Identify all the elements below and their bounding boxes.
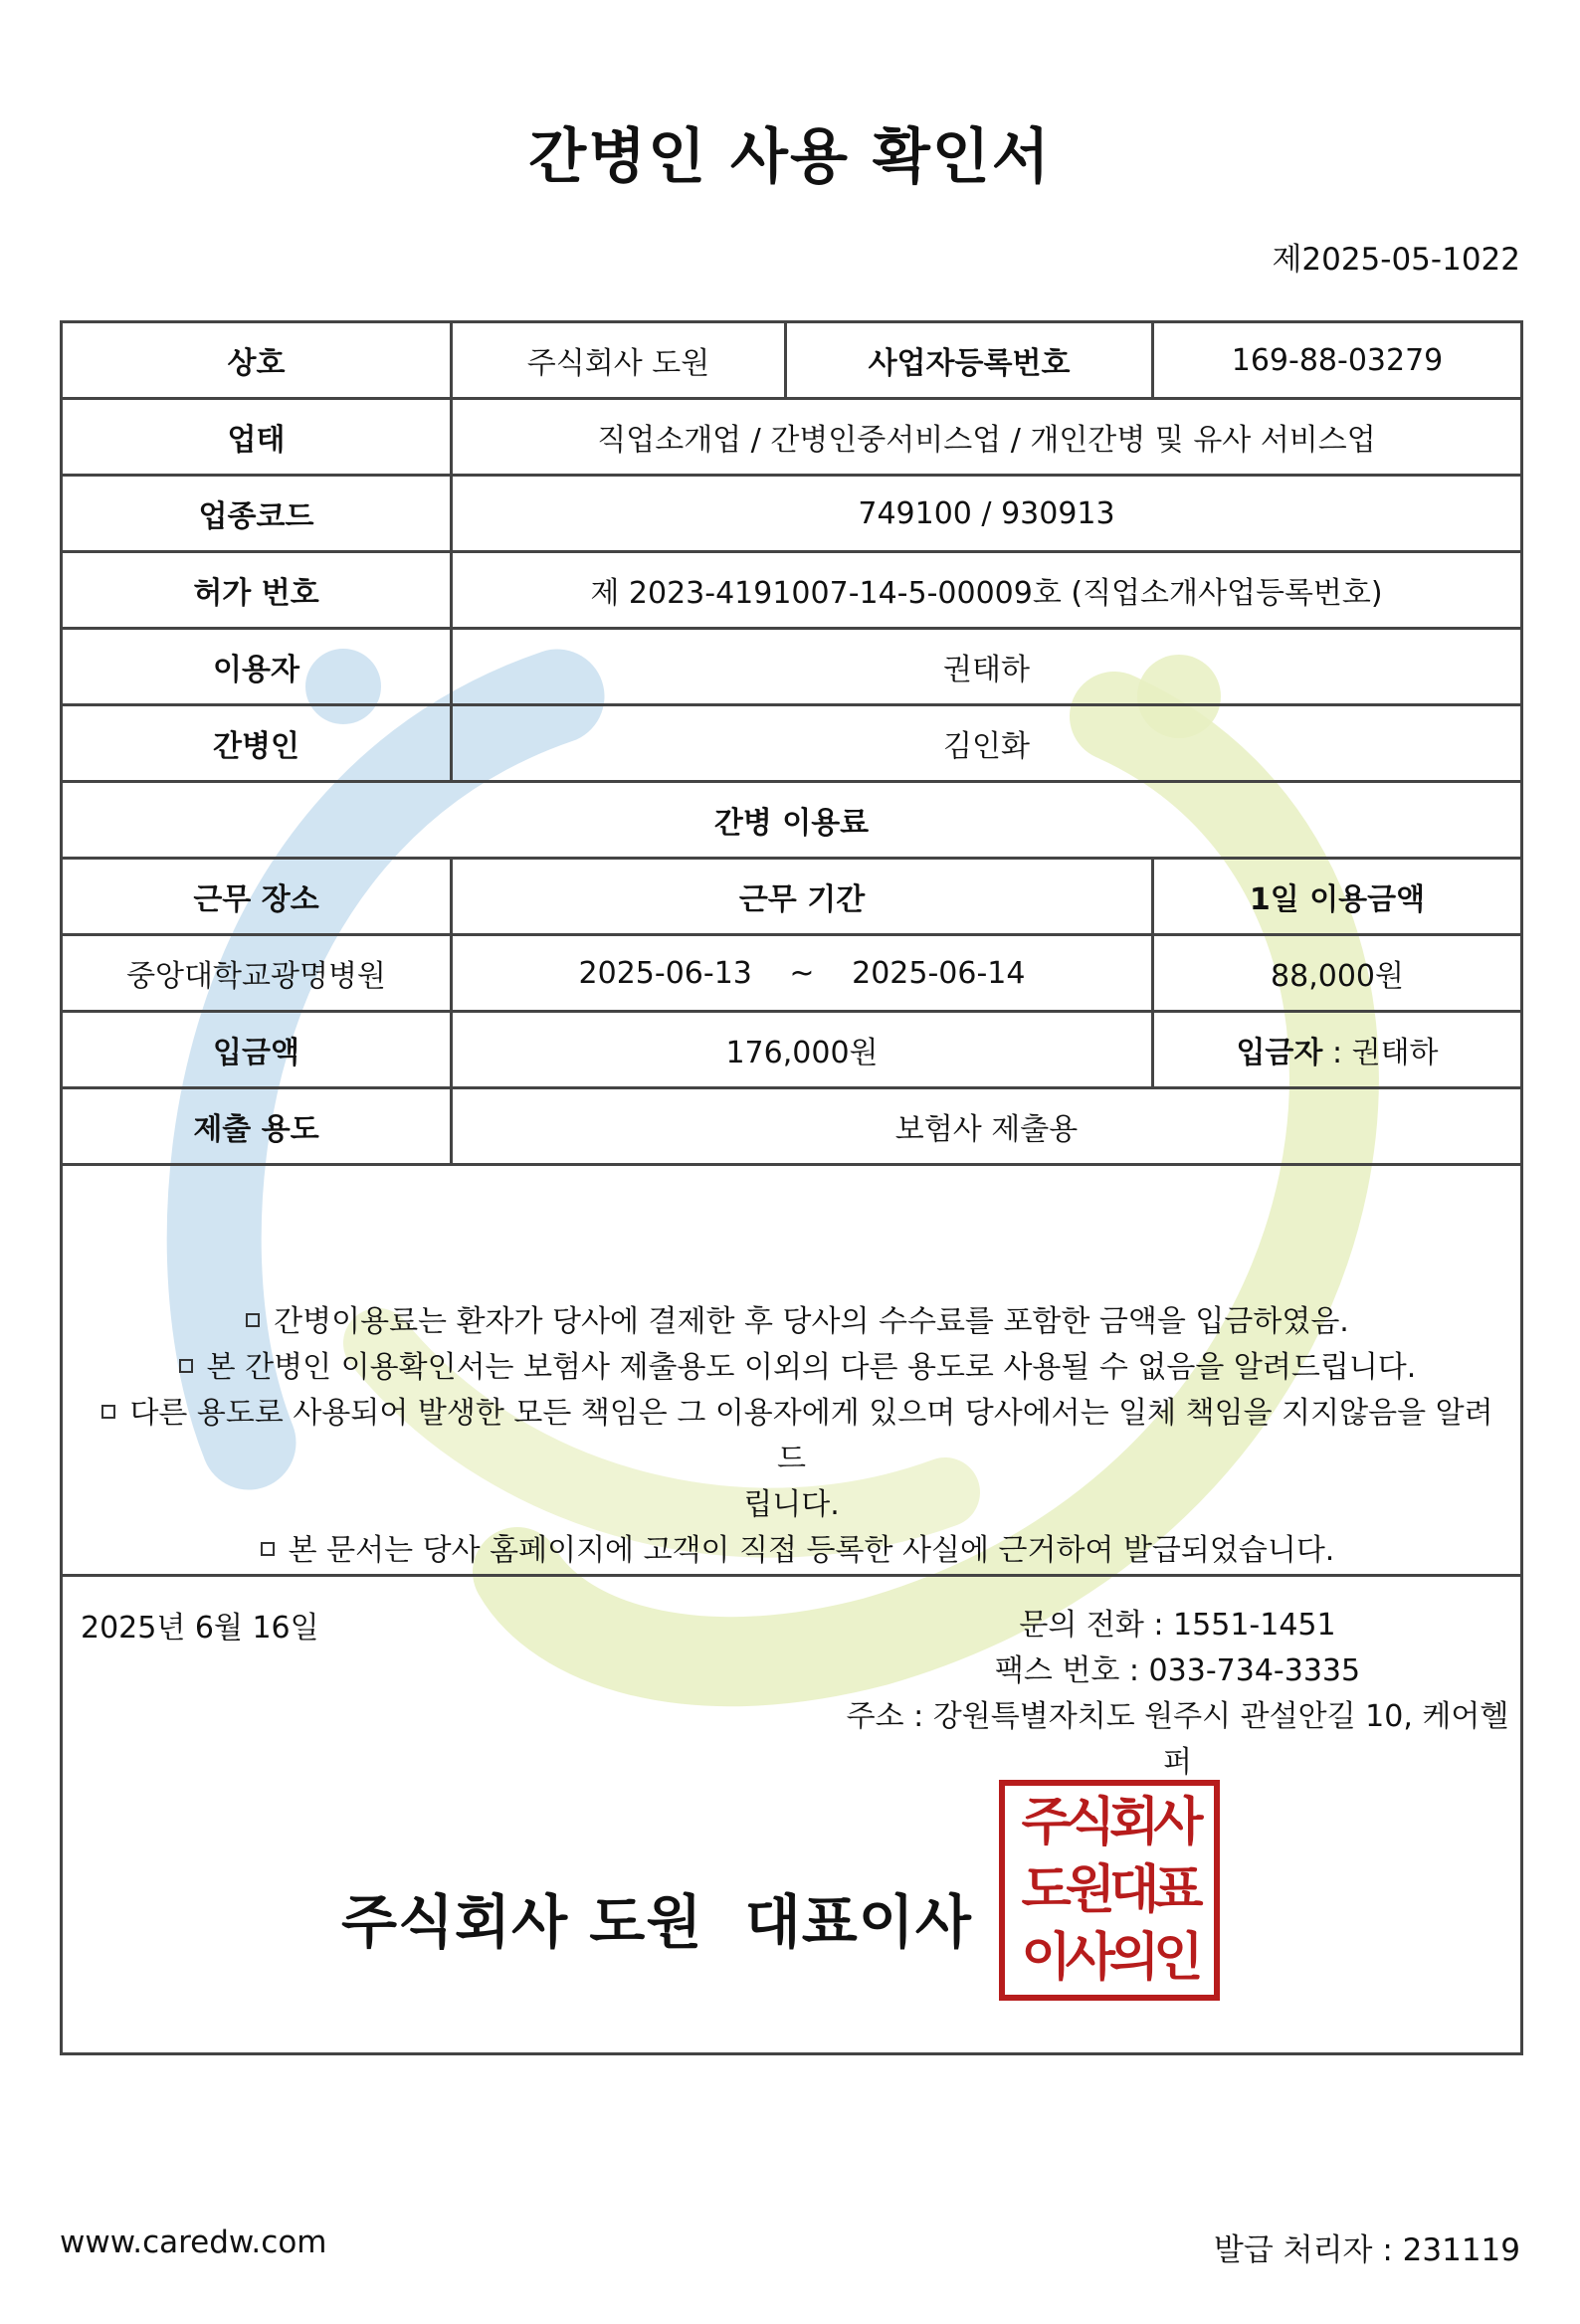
- issuer-cell: [62, 1576, 1522, 2054]
- work-place-label: 근무 장소: [62, 859, 452, 935]
- note-item-continued: 립니다.: [743, 1487, 840, 1522]
- caregiver-row: [62, 705, 1522, 782]
- payer-label: 입금자: [1236, 1036, 1323, 1070]
- document-number: 제2025-05-1022: [1272, 242, 1520, 278]
- purpose-label: 제출 용도: [62, 1088, 452, 1165]
- representative-name: 주식회사 도원 대표이사: [341, 1888, 972, 1956]
- website-link[interactable]: www.caredw.com: [60, 2225, 327, 2260]
- fee-section-title: 간병 이용료: [62, 782, 1522, 859]
- contact-address: 주소 : 강원특별자치도 원주시 관설안길 10, 케어헬퍼: [846, 1699, 1509, 1780]
- note-item: 다른 용도로 사용되어 발생한 모든 책임은 그 이용자에게 있으며 당사에서는 일체 책임을 지지않음을 알려드: [81, 1391, 1502, 1482]
- work-period-label: 근무 기간: [452, 859, 1153, 935]
- daily-amount-label: 1일 이용금액: [1153, 859, 1522, 935]
- notes-list: [63, 1166, 1520, 1574]
- confirmation-table: [60, 320, 1523, 2055]
- notes-cell: [62, 1165, 1522, 1576]
- seal-row: 도원대표: [1021, 1860, 1198, 1920]
- industry-code-label: 업종코드: [62, 476, 452, 552]
- bullet-square-icon: [179, 1359, 193, 1373]
- work-value-row: [62, 935, 1522, 1012]
- business-reg-label: 사업자등록번호: [786, 322, 1153, 399]
- document-title: 간병인 사용 확인서: [528, 122, 1052, 192]
- payment-row: [62, 1012, 1522, 1088]
- company-value: 주식회사 도원: [452, 322, 786, 399]
- payment-value: 176,000원: [452, 1012, 1153, 1088]
- business-type-row: [62, 399, 1522, 476]
- payment-label: 입금액: [62, 1012, 452, 1088]
- industry-code-row: [62, 476, 1522, 552]
- license-value: 제 2023-4191007-14-5-00009호 (직업소개사업등록번호): [452, 552, 1522, 629]
- work-period-separator: ~: [789, 955, 815, 991]
- contact-info: [835, 1603, 1520, 1786]
- payer-value: 권태하: [1351, 1036, 1439, 1070]
- bullet-square-icon: [261, 1542, 275, 1556]
- seal-row: 주식회사: [1021, 1793, 1198, 1852]
- daily-amount-value: 88,000원: [1153, 935, 1522, 1012]
- bullet-square-icon: [101, 1405, 115, 1419]
- purpose-row: [62, 1088, 1522, 1165]
- purpose-value: 보험사 제출용: [452, 1088, 1522, 1165]
- business-type-label: 업태: [62, 399, 452, 476]
- seal-row: 이사의인: [1021, 1928, 1198, 1988]
- user-value: 권태하: [452, 629, 1522, 705]
- contact-fax: 팩스 번호 : 033-734-3335: [994, 1653, 1361, 1688]
- industry-code-value: 749100 / 930913: [452, 476, 1522, 552]
- business-reg-value: 169-88-03279: [1153, 322, 1522, 399]
- note-item: 본 간병인 이용확인서는 보험사 제출용도 이외의 다른 용도로 사용될 수 없음을 알려드립니다.: [81, 1345, 1502, 1391]
- caregiver-value: 김인화: [452, 705, 1522, 782]
- notes-row: [62, 1165, 1522, 1576]
- work-period-value: [452, 935, 1153, 1012]
- fee-section-row: [62, 782, 1522, 859]
- work-start-date: 2025-06-13: [578, 955, 752, 991]
- bullet-square-icon: [246, 1313, 260, 1327]
- work-end-date: 2025-06-14: [852, 955, 1026, 991]
- work-place-value: 중앙대학교광명병원: [62, 935, 452, 1012]
- note-item: 간병이용료는 환자가 당사에 결제한 후 당사의 수수료를 포함한 금액을 입금하였음.: [81, 1299, 1502, 1345]
- license-label: 허가 번호: [62, 552, 452, 629]
- company-seal-stamp: [999, 1780, 1220, 2001]
- work-header-row: [62, 859, 1522, 935]
- contact-phone: 문의 전화 : 1551-1451: [1019, 1608, 1336, 1643]
- issuer-row: [62, 1576, 1522, 2054]
- payer-separator: :: [1322, 1036, 1352, 1070]
- company-label: 상호: [62, 322, 452, 399]
- payer-cell: [1153, 1012, 1522, 1088]
- issuer-code: 발급 처리자 : 231119: [1213, 2232, 1520, 2268]
- note-item: 본 문서는 당사 홈페이지에 고객이 직접 등록한 사실에 근거하여 발급되었습니다.: [81, 1528, 1502, 1574]
- caregiver-label: 간병인: [62, 705, 452, 782]
- issue-date: 2025년 6월 16일: [81, 1611, 319, 1646]
- user-label: 이용자: [62, 629, 452, 705]
- business-type-value: 직업소개업 / 간병인중서비스업 / 개인간병 및 유사 서비스업: [452, 399, 1522, 476]
- license-row: [62, 552, 1522, 629]
- company-row: [62, 322, 1522, 399]
- user-row: [62, 629, 1522, 705]
